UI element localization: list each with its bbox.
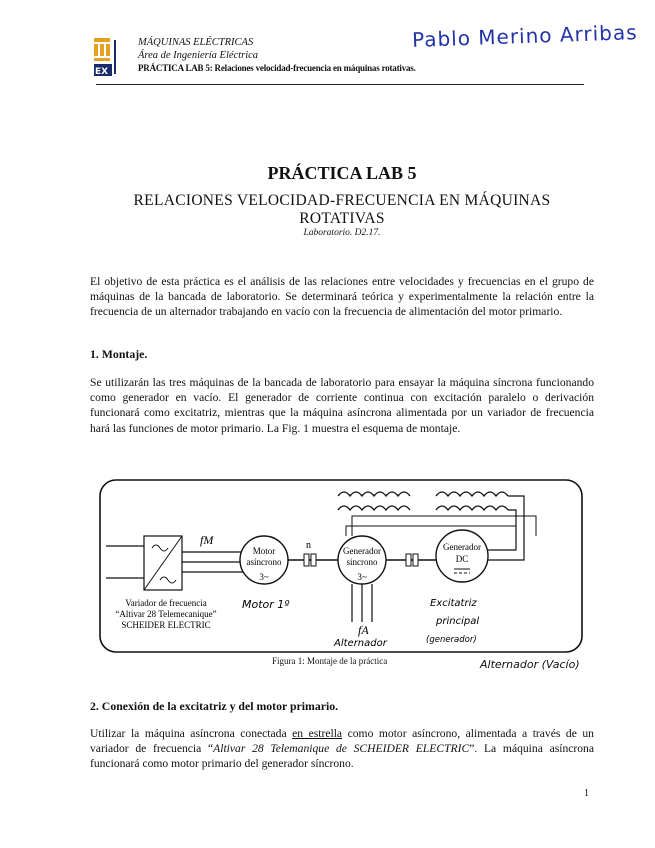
coil-mid	[338, 506, 410, 510]
s2-pre: Utilizar la máquina asíncrona conectada	[90, 727, 293, 740]
page-subtitle: RELACIONES VELOCIDAD-FRECUENCIA EN MÁQUINAS ROTATIVAS	[133, 192, 551, 227]
coil-dc-2	[436, 506, 508, 510]
dc-label-1: Generador	[443, 542, 481, 552]
n-label: n	[306, 540, 311, 551]
fm-label: fM	[200, 533, 214, 547]
s2-italic: Altivar 28 Telemanique de SCHEIDER ELECTRIC	[213, 742, 470, 756]
svg-text:EX: EX	[95, 67, 109, 77]
area-name: Área de Ingeniería Eléctrica	[138, 50, 259, 61]
section2-paragraph	[90, 726, 594, 772]
intro-paragraph: El objetivo de esta práctica es el análisis de las relaciones entre velocidades y frecuencias en el grupo de máquinas de la bancada de laboratorio. Se determinará teórica y experimentalmente la relación entre la frecuencia de un alternador trabajando en vacío con la frecuencia de alimentación del motor primario.	[90, 275, 594, 319]
header-text	[138, 36, 416, 75]
coil-top	[338, 492, 410, 496]
fa-label: fA	[358, 623, 369, 637]
hand-generador: (generador)	[426, 635, 477, 645]
motor-label-2: asíncrono	[246, 557, 282, 567]
lab-location: Laboratorio. D2.17.	[303, 228, 381, 238]
sync-sym: 3~	[357, 572, 367, 582]
hand-alternador: Alternador	[334, 638, 387, 649]
variador-label-1: Variador de frecuencia	[125, 598, 207, 608]
hand-excitatriz: Excitatriz	[430, 598, 477, 609]
coil-dc-1	[436, 492, 508, 496]
practice-line: PRÁCTICA LAB 5: Relaciones velocidad-frecuencia en máquinas rotativas.	[138, 63, 416, 73]
sync-label-1: Generador	[343, 546, 381, 556]
figure-montaje	[96, 476, 588, 658]
hand-motor: Motor 1º	[242, 598, 290, 611]
motor-sym: 3~	[259, 572, 269, 582]
variador-label-2: “Altivar 28 Telemecanique”	[115, 609, 217, 619]
s2-post: ”. La máquina asíncrona funcionará como motor primario del generador síncrono.	[90, 742, 594, 771]
section1-heading: 1. Montaje.	[90, 347, 148, 361]
figure-caption: Figura 1: Montaje de la práctica	[272, 656, 388, 666]
header-divider	[96, 84, 584, 85]
s2-underlined: en estrella	[292, 727, 343, 740]
page-title: PRÁCTICA LAB 5	[267, 163, 417, 183]
dc-label-2: DC	[455, 554, 469, 564]
sync-label-2: síncrono	[346, 557, 378, 567]
section2-heading: 2. Conexión de la excitatriz y del motor primario.	[90, 699, 339, 713]
section1-paragraph: Se utilizarán las tres máquinas de la bancada de laboratorio para ensayar la máquina síncrona funcionando como generador en vacío. El generador de corriente continua con excitación paralelo o derivación funcionará como excitatriz, mientras que la máquina asíncrona alimentada por un variador de frecuencia hará las funciones de motor primario. La Fig. 1 muestra el esquema de montaje.	[90, 376, 594, 435]
course-name: MÁQUINAS ELÉCTRICAS	[138, 37, 254, 48]
s2-mid: como motor asíncrono, alimentada a través de un variador de frecuencia “	[90, 727, 594, 756]
handwritten-signature: Pablo Merino Arribas	[411, 20, 638, 52]
motor-label-1: Motor	[252, 546, 276, 556]
university-logo	[92, 36, 122, 78]
page-number: 1	[584, 788, 589, 799]
hand-principal: principal	[436, 616, 480, 627]
hand-alternador-vacio: Alternador (Vacío)	[480, 658, 580, 671]
variador-label-3: SCHEIDER ELECTRIC	[121, 620, 211, 630]
